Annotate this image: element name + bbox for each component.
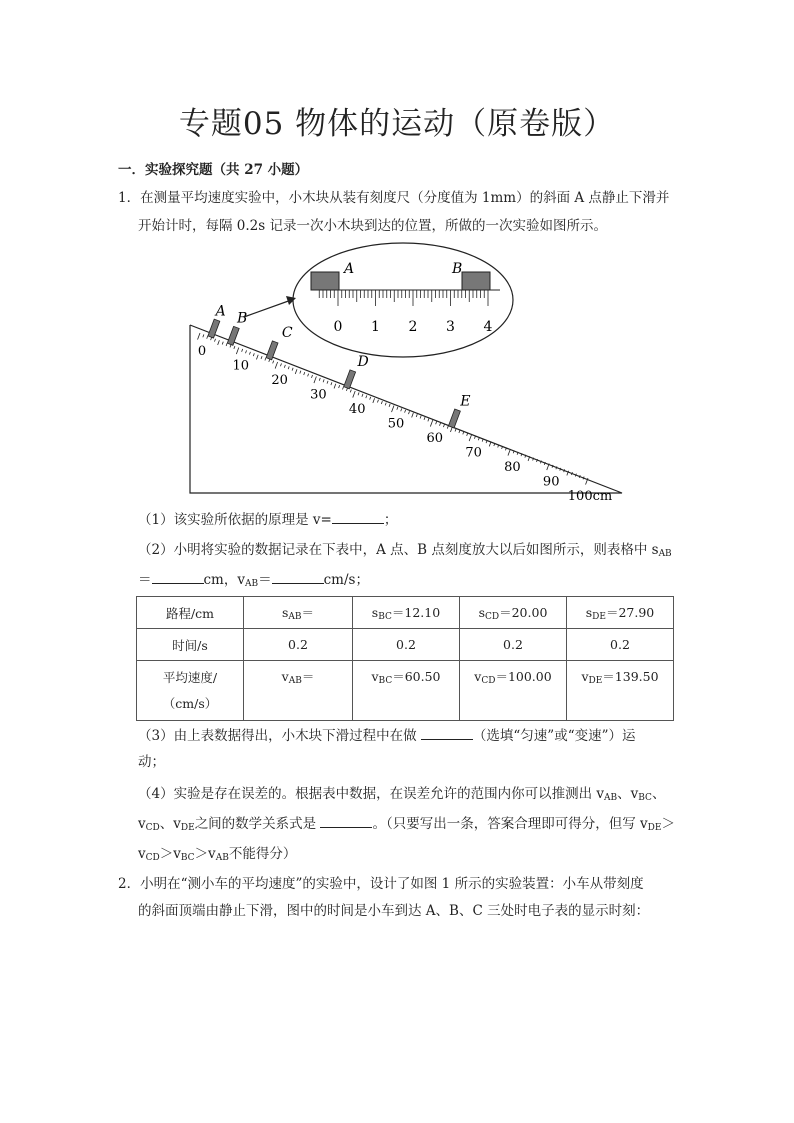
incline-tick — [385, 403, 386, 406]
zoom-arrow — [244, 299, 294, 317]
incline-tick — [358, 392, 359, 395]
q1-sub2-line1 — [138, 538, 672, 559]
table-cell: $v_{CD}=100.00$ — [460, 661, 567, 721]
blank-sab[interactable] — [152, 573, 204, 584]
zoom-label-b: B — [452, 261, 463, 277]
table-cell: 0.2 — [567, 629, 674, 661]
q1-stem-line2: 开始计时，每隔 0.2s 记录一次小木块到达的位置，所做的一次实验如图所示。 — [138, 218, 607, 234]
incline-tick — [455, 429, 456, 432]
incline-tick-label: 50 — [387, 416, 405, 432]
table-row — [137, 661, 674, 721]
q1-stem-line1: 1．在测量平均速度实验中，小木块从装有刻度尺（分度值为 1mm）的斜面 A 点静止下滑并 — [118, 190, 670, 206]
incline-tick — [292, 368, 293, 371]
incline-tick — [474, 436, 475, 439]
sub1-end: ； — [383, 512, 398, 528]
incline-tick — [226, 343, 227, 346]
q2-line2: 的斜面顶端由静止下滑，图中的时间是小车到达 A、B、C 三处时电子表的显示时刻： — [138, 903, 650, 919]
incline-tick — [242, 349, 243, 352]
incline-tick — [230, 345, 231, 348]
sub3-text: （3）由上表数据得出，小木块下滑过程中在做 — [138, 728, 417, 744]
incline-figure — [0, 0, 794, 500]
incline-tick — [436, 421, 437, 424]
incline-tick — [211, 337, 212, 340]
page-title: 专题05 物体的运动（原卷版） — [178, 106, 616, 142]
incline-tick-label: 100cm — [567, 489, 613, 500]
incline-tick — [275, 362, 277, 369]
incline-tick — [234, 346, 235, 349]
incline-tick — [280, 363, 281, 366]
block-rect — [227, 326, 239, 345]
incline-tick — [311, 375, 312, 378]
block-rect — [448, 409, 460, 428]
block-rect — [208, 319, 220, 338]
incline-tick — [288, 366, 289, 369]
incline-tick — [440, 423, 441, 426]
table-cell: $v_{AB}=$ — [244, 661, 353, 721]
incline-tick — [366, 395, 367, 398]
incline-tick — [430, 420, 432, 427]
incline-tick — [265, 358, 266, 361]
zoom-ruler — [311, 261, 500, 335]
incline-tick — [469, 435, 471, 442]
incline-tick — [416, 414, 417, 417]
table-row — [137, 597, 674, 629]
incline-tick — [273, 361, 274, 364]
data-table — [136, 596, 674, 721]
q1-sub4-line1: （4）实验是存在误差的。根据表中数据，在误差允许的范围内你可以推测出 $v_{AB}$、$v_{BC}$、 — [138, 786, 666, 803]
point-label: E — [460, 393, 471, 410]
incline-tick — [331, 382, 332, 385]
incline-tick-label: 10 — [232, 358, 250, 374]
zoom-tick-label: 0 — [333, 319, 343, 335]
unit-cms: cm/s； — [323, 572, 369, 588]
table-row — [137, 629, 674, 661]
eq-sign: ＝ — [138, 572, 152, 588]
incline-tick — [327, 381, 328, 384]
block-marker — [266, 341, 278, 360]
incline-tick — [420, 416, 421, 419]
zoom-tick-label: 2 — [408, 319, 418, 335]
eq-sign-2: ＝ — [258, 572, 272, 588]
incline-ruler — [198, 333, 613, 500]
zoom-tick-label: 3 — [446, 319, 455, 335]
table-cell: 0.2 — [353, 629, 460, 661]
table-cell: 0.2 — [460, 629, 567, 661]
table-cell: $s_{CD}=20.00$ — [460, 597, 567, 629]
q1-sub3-line2: 动； — [138, 754, 165, 770]
incline-tick — [459, 430, 460, 433]
incline-tick — [319, 378, 320, 381]
table-cell: $s_{AB}=$ — [244, 597, 353, 629]
incline-tick — [269, 359, 270, 362]
block-rect — [344, 370, 356, 389]
incline-tick — [198, 333, 200, 340]
point-label: D — [357, 354, 369, 371]
incline-tick — [571, 472, 572, 475]
unit-cm-v: cm，v — [203, 572, 245, 588]
incline-tick — [575, 474, 576, 477]
incline-tick — [362, 394, 363, 397]
sub4-note: 。（只要写出一条，答案合理即可得分，但写 v — [372, 816, 648, 832]
q1-sub1 — [138, 508, 397, 528]
incline-tick — [489, 442, 491, 447]
sub4-note-end: 不能得分） — [228, 846, 297, 862]
blank-relation[interactable] — [320, 817, 372, 828]
incline-tick — [370, 397, 371, 400]
table-cell: $s_{DE}=27.90$ — [567, 597, 674, 629]
q2-line1: 2．小明在“测小车的平均速度”的实验中，设计了如图 1 所示的实验装置：小车从带刻度 — [118, 876, 644, 892]
arrow-head — [286, 296, 296, 305]
incline-tick-label: 30 — [310, 387, 327, 403]
zoom-ellipse — [293, 243, 513, 357]
sub4-text: （4）实验是存在误差的。根据表中数据，在误差允许的范围内你可以推测出 v — [138, 786, 605, 802]
incline-tick — [377, 400, 378, 403]
zoom-tick-label: 4 — [483, 319, 493, 335]
table-cell: $v_{BC}=60.50$ — [353, 661, 460, 721]
block-marker — [344, 370, 356, 389]
zoom-tick-label: 1 — [371, 319, 380, 335]
table-cell: $s_{BC}=12.10$ — [353, 597, 460, 629]
table-cell: 0.2 — [244, 629, 353, 661]
point-label: B — [237, 310, 248, 327]
incline-tick — [463, 432, 464, 435]
incline-tick — [203, 334, 204, 337]
point-label: C — [281, 325, 293, 342]
block-marker — [208, 319, 220, 338]
zoom-label-a: A — [344, 261, 355, 277]
incline-tick — [389, 404, 390, 407]
blank-vab[interactable] — [272, 573, 324, 584]
incline-tick — [428, 419, 429, 422]
incline-tick — [350, 390, 351, 393]
incline-tick — [443, 424, 444, 427]
incline-tick — [397, 407, 398, 410]
incline-tick — [408, 411, 409, 414]
incline-tick — [249, 352, 250, 355]
incline-tick — [323, 379, 324, 382]
block-marker — [448, 409, 460, 428]
blank-formula[interactable] — [332, 513, 384, 524]
incline-tick — [218, 340, 220, 345]
vab-sub: AB — [245, 579, 259, 589]
incline-tick — [253, 353, 254, 356]
incline-tick — [392, 406, 394, 413]
incline-tick — [447, 426, 448, 429]
incline-tick-label: 20 — [271, 373, 288, 388]
table-cell: 路程/cm — [137, 597, 244, 629]
incline-outline — [190, 325, 622, 493]
incline-tick — [334, 384, 336, 389]
incline-tick — [424, 417, 425, 420]
block-rect — [266, 341, 278, 360]
incline-tick-label: 60 — [426, 431, 444, 446]
incline-tick — [353, 391, 355, 398]
q1-sub2-line2 — [138, 568, 369, 589]
sub4-text-2: 之间的数学关系式是 — [194, 816, 317, 832]
incline-tick — [381, 401, 382, 404]
incline-tick — [222, 342, 223, 345]
incline-tick — [467, 433, 468, 436]
incline-tick — [450, 427, 452, 432]
incline-tick — [401, 408, 402, 411]
incline-tick — [583, 477, 584, 480]
incline-tick — [304, 372, 305, 375]
incline-tick — [236, 348, 238, 355]
table-cell: $v_{DE}=139.50$ — [567, 661, 674, 721]
incline-tick — [579, 475, 580, 478]
incline-tick — [214, 339, 215, 342]
incline-tick — [564, 469, 565, 472]
section-heading: 一．实验探究题（共 27 小题） — [118, 162, 309, 178]
sub3-options: （选填“匀速”或“变速”）运 — [472, 728, 636, 744]
incline-tick — [300, 371, 301, 374]
incline-tick — [207, 336, 208, 339]
q1-sub4-line2: $v_{CD}$、$v_{DE}$之间的数学关系式是 。（只要写出一条，答案合理即可得分，但写 $v_{DE}>$ — [138, 816, 675, 833]
sub2-text: （2）小明将实验的数据记录在下表中，A 点、B 点刻度放大以后如图所示，则表格中 s — [138, 542, 659, 558]
incline-tick-label: 0 — [197, 344, 207, 359]
incline-tick — [343, 387, 344, 390]
incline-tick — [508, 449, 510, 456]
incline-tick — [346, 388, 347, 391]
incline-tick — [308, 374, 309, 377]
zoom-block-a — [311, 272, 339, 290]
incline-tick-label: 40 — [348, 402, 366, 417]
blank-motion[interactable] — [421, 729, 473, 740]
incline-tick — [284, 365, 285, 368]
table-cell: 时间/s — [137, 629, 244, 661]
incline-tick — [256, 355, 258, 360]
incline-tick — [339, 385, 340, 388]
incline-tick — [412, 413, 414, 418]
incline-tick — [261, 356, 262, 359]
incline-tick-label: 80 — [504, 460, 521, 475]
point-label: A — [215, 303, 226, 320]
q1-sub3-line1 — [138, 724, 636, 744]
incline-tick — [246, 350, 247, 353]
sub2-sub: AB — [658, 549, 672, 559]
zoom-block-b — [462, 272, 490, 290]
incline-tick — [295, 369, 297, 374]
incline-tick-label: 70 — [465, 445, 482, 461]
table-cell: 平均速度/ （cm/s） — [137, 661, 244, 721]
block-marker — [227, 326, 239, 345]
incline-tick — [314, 377, 316, 384]
incline-tick — [405, 410, 406, 413]
incline-tick — [373, 398, 375, 403]
incline-tick-label: 90 — [542, 474, 560, 490]
sub1-text: （1）该实验所依据的原理是 v= — [138, 512, 332, 528]
q1-sub4-line3: $v_{CD}>v_{BC}>v_{AB}$不能得分） — [138, 846, 297, 863]
